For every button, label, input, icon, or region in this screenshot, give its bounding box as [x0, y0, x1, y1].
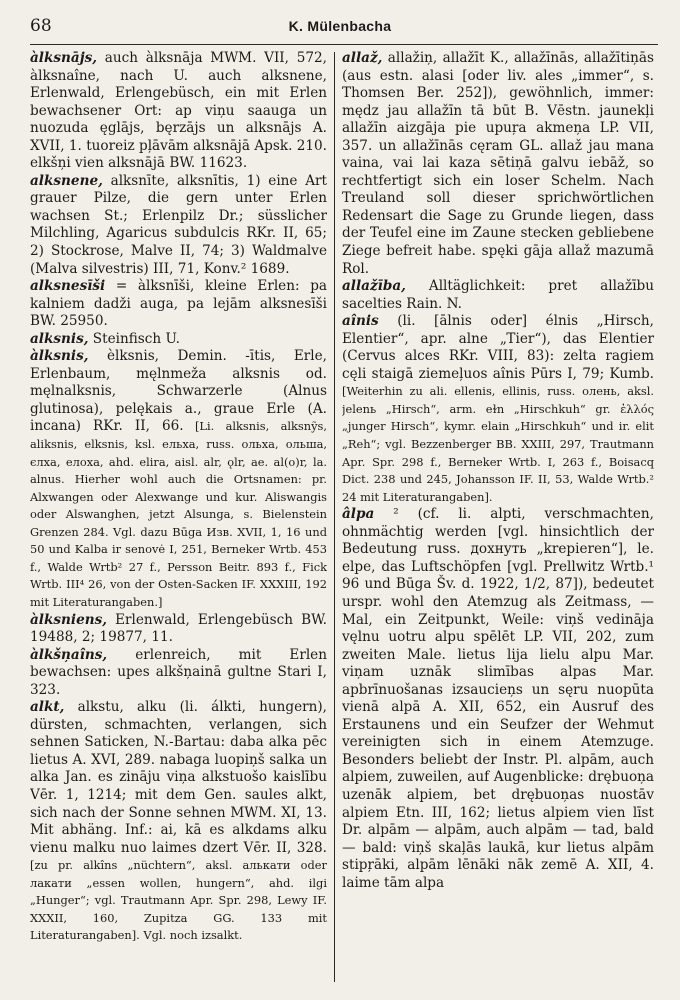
dictionary-entry — [30, 331, 327, 349]
entry-etymology: [Li. alksnis, alksnỹs, aliksnis, elksnis, ksl. ельха, russ. ольха, ольша, єлха, елоха, ahd. elira, aisl. alr, ǫlr, ae. al(o)r, la. alnus. Hierher wohl auch die Ortsnamen: pr. Alxwangen oder Alexwange und kur. Aliswangis oder Alswanghen, jetzt Alsunga, s. Bielenstein Grenzen 284. Vgl. dazu Būga Изв. XVII, 1, 16 und 50 und Kalba ir senovė I, 251, Berneker Wrtb. 453 f., Walde Wrtb² 27 f., Persson Beitr. 893 f., Fick Wrtb. III⁴ 26, von der Osten-Sacken IF. XXXIII, 192 mit Literaturangaben.] — [30, 419, 327, 609]
entry-text: allažiņ, allažīt K., allažīnās, allažītiņās (aus estn. alasi [oder liv. ales „immer“, s. Thomsen Ber. 252]), gewöhnlich, immer: mędz jau allažīn tā būt B. Vēstn. jaunekļi allažīn aizgāja pie upuŗa akmeņa LP. VII, 357. un allažīnās cęram GL. allaž jau mana vaina, vai lai kaza sētiņā galvu iebāž, so rechtfertigt sich ein loser Schelm. Nach Treuland soll dieser sprichwörtlichen Redensart die Sage zu Grunde liegen, dass der Teufel eine im Zaune stecken gebliebene Ziege befreit habe. spęki gāja allaž mazumā Rol. — [342, 50, 654, 277]
entry-text: auch àlksnāja MWM. VII, 572, àlksnaîne, nach U. auch alksnene, Erlenwald, Erlengebüsch, ein mit Erlen bewachsener Ort: ap viņu saauga un nuozuda ęglājs, bęrzājs un alksnājs A. XVII, 1. tuoreiz pļāvām alksnājā Apsk. 210. elkšņi vien alksnājā BW. 11623. — [30, 50, 327, 172]
entry-headword: alksnene, — [30, 172, 103, 189]
entry-headword: àlksniens, — [30, 611, 108, 628]
dictionary-entry — [342, 313, 654, 506]
entry-headword: âlpa — [342, 506, 375, 523]
entry-text: ² (cf. li. alpti, verschmachten, ohnmächtig werden [vgl. hinsichtlich der Bedeutung russ. дохнуть „krepieren“], le. elpe, das Luftschöpfen [vgl. Prellwitz Wrtb.¹ 96 und Būga Šv. d. 1922, 1/2, 87]), bedeutet urspr. wohl den Atemzug als Zeitmass, — Mal, ein Zeitpunkt, Weile: viņš vedināja vęlnu uotru alpu spēlēt LP. VII, 202, zum zweiten Male. lietus lija lielu alpu Mar. viņam uznāk slimības alpas Mar. apbrīnuošanas izsaucieņs un sęru nuopūta vienā alpā A. XII, 652, ein Ausruf des Erstaunens und ein Seufzer der Wehmut vereinigten sich in einem Atemzuge. Besonders beliebt der Instr. Pl. alpām, auch alpiem, zuweilen, auf Augenblicke: drębuoņa uzenāk alpiem, bet drębuoņas nuostāv alpiem Etn. III, 162; lietus alpiem vien līst Dr. alpām — alpām, auch alpām — tad, bald — bald: viņš skaļās laukā, kur lietus alpām stipŗāki, alpām lēnāki nāk zemē A. XII, 4. laime tām alpa — [342, 506, 654, 891]
entry-text: èlksnis, Demin. -ītis, Erle, Erlenbaum, męlnmeža alksnis od. męlnalksnis, Schwarzerle (Alnus glutinosa), pelękais a., graue Erle (A. incana) RKr. II, 66. — [30, 348, 327, 435]
dictionary-entry — [342, 50, 654, 278]
entry-headword: alkt, — [30, 699, 65, 716]
entry-headword: àlksnis, — [30, 348, 89, 365]
entry-etymology: [Weiterhin zu ali. ellenis, ellinis, russ. олень, aksl. jelenь „Hirsch“, arm. eɫn „Hirschkuh“ gr. ἐλλός „junger Hirsch“, kymr. elain „Hirschkuh“ und ir. elit „Reh“; vgl. Bezzenberger BB. XXIII, 297, Trautmann Apr. Spr. 298 f., Berneker Wrtb. I, 263 f., Boisacq Dict. 238 und 245, Johansson IF. II, 53, Walde Wrtb.² 24 mit Literaturangaben]. — [342, 384, 654, 504]
entry-text: = àlksnīši, kleine Erlen: pa kalniem dadži auga, pa lejām alksnesīši BW. 25950. — [30, 278, 327, 330]
entry-text: Erlenwald, Erlengebüsch BW. 19488, 2; 19877, 11. — [30, 611, 327, 646]
dictionary-entry — [30, 278, 327, 331]
entry-headword: allažība, — [342, 278, 406, 295]
left-column — [30, 50, 327, 985]
header-rule — [30, 44, 658, 45]
entry-text: alkstu, alku (li. álkti, hungern), dürsten, schmachten, verlangen, sich sehnen Saticken, N.-Bartau: daba alka pēc lietus A. XVI, 289. nabaga luopiņš salka un alka Jan. es zināju viņa alkstuošo kaislību Vēr. 1, 1214; mit dem Gen. saules alkt, sich nach der Sonne sehnen MWM. XI, 13. Mit abhäng. Inf.: ai, kā es alkdams alku vienu malku nuo laimes dzert Vēr. II, 328. — [30, 699, 327, 856]
right-column — [342, 50, 654, 985]
entry-headword: aînis — [342, 313, 379, 330]
entry-text: alksnīte, alksnītis, 1) eine Art grauer Pilze, die gern unter Erlen wachsen St.; Erlenpilz Dr.; süsslicher Milchling, Agaricus subdulcis RKr. II, 65; 2) Stockrose, Malve II, 74; 3) Waldmalve (Malva silvestris) III, 71, Konv.² 1689. — [30, 172, 327, 277]
entry-headword: alksnis, — [30, 330, 89, 347]
entry-text: Alltäglichkeit: pret allažību sacelties Rain. N. — [342, 278, 654, 312]
page-header — [30, 16, 650, 40]
entry-text: erlenreich, mit Erlen bewachsen: upes alkšņainā gultne Stari I, 323. — [30, 646, 327, 698]
entry-text: Steinfisch U. — [88, 330, 180, 347]
entry-headword: allaž, — [342, 50, 383, 66]
entry-etymology: [zu pr. alkîns „nüchtern“, aksl. алькати oder лакати „essen wollen, hungern“, ahd. ilgi „Hunger“; vgl. Trautmann Apr. Spr. 298, Lewy IF. XXXII, 160, Zupitza GG. 133 mit Literaturangaben]. Vgl. noch izsalkt. — [30, 858, 327, 943]
dictionary-entry — [30, 699, 327, 945]
entry-text: (li. [ālnis oder] élnis „Hirsch, Elentier“, apr. alne „Tier“), das Elentier (Cervus alces RKr. VIII, 83): zelta ragiem cęli staigā ziemeļuos aînis Pūrs I, 79; Kumb. — [342, 313, 654, 382]
dictionary-entry — [30, 348, 327, 611]
running-title: K. Mülenbacha — [288, 18, 392, 34]
page-number: 68 — [30, 16, 52, 36]
entry-headword: àlksnājs, — [30, 50, 98, 66]
dictionary-entry — [342, 506, 654, 892]
entry-headword: alksnesīši — [30, 278, 106, 295]
dictionary-entry — [30, 173, 327, 278]
dictionary-entry — [30, 50, 327, 173]
entry-headword: àlkšņaîns, — [30, 646, 108, 663]
dictionary-entry — [342, 278, 654, 313]
column-divider — [334, 52, 335, 982]
dictionary-entry — [30, 647, 327, 700]
dictionary-entry — [30, 612, 327, 647]
